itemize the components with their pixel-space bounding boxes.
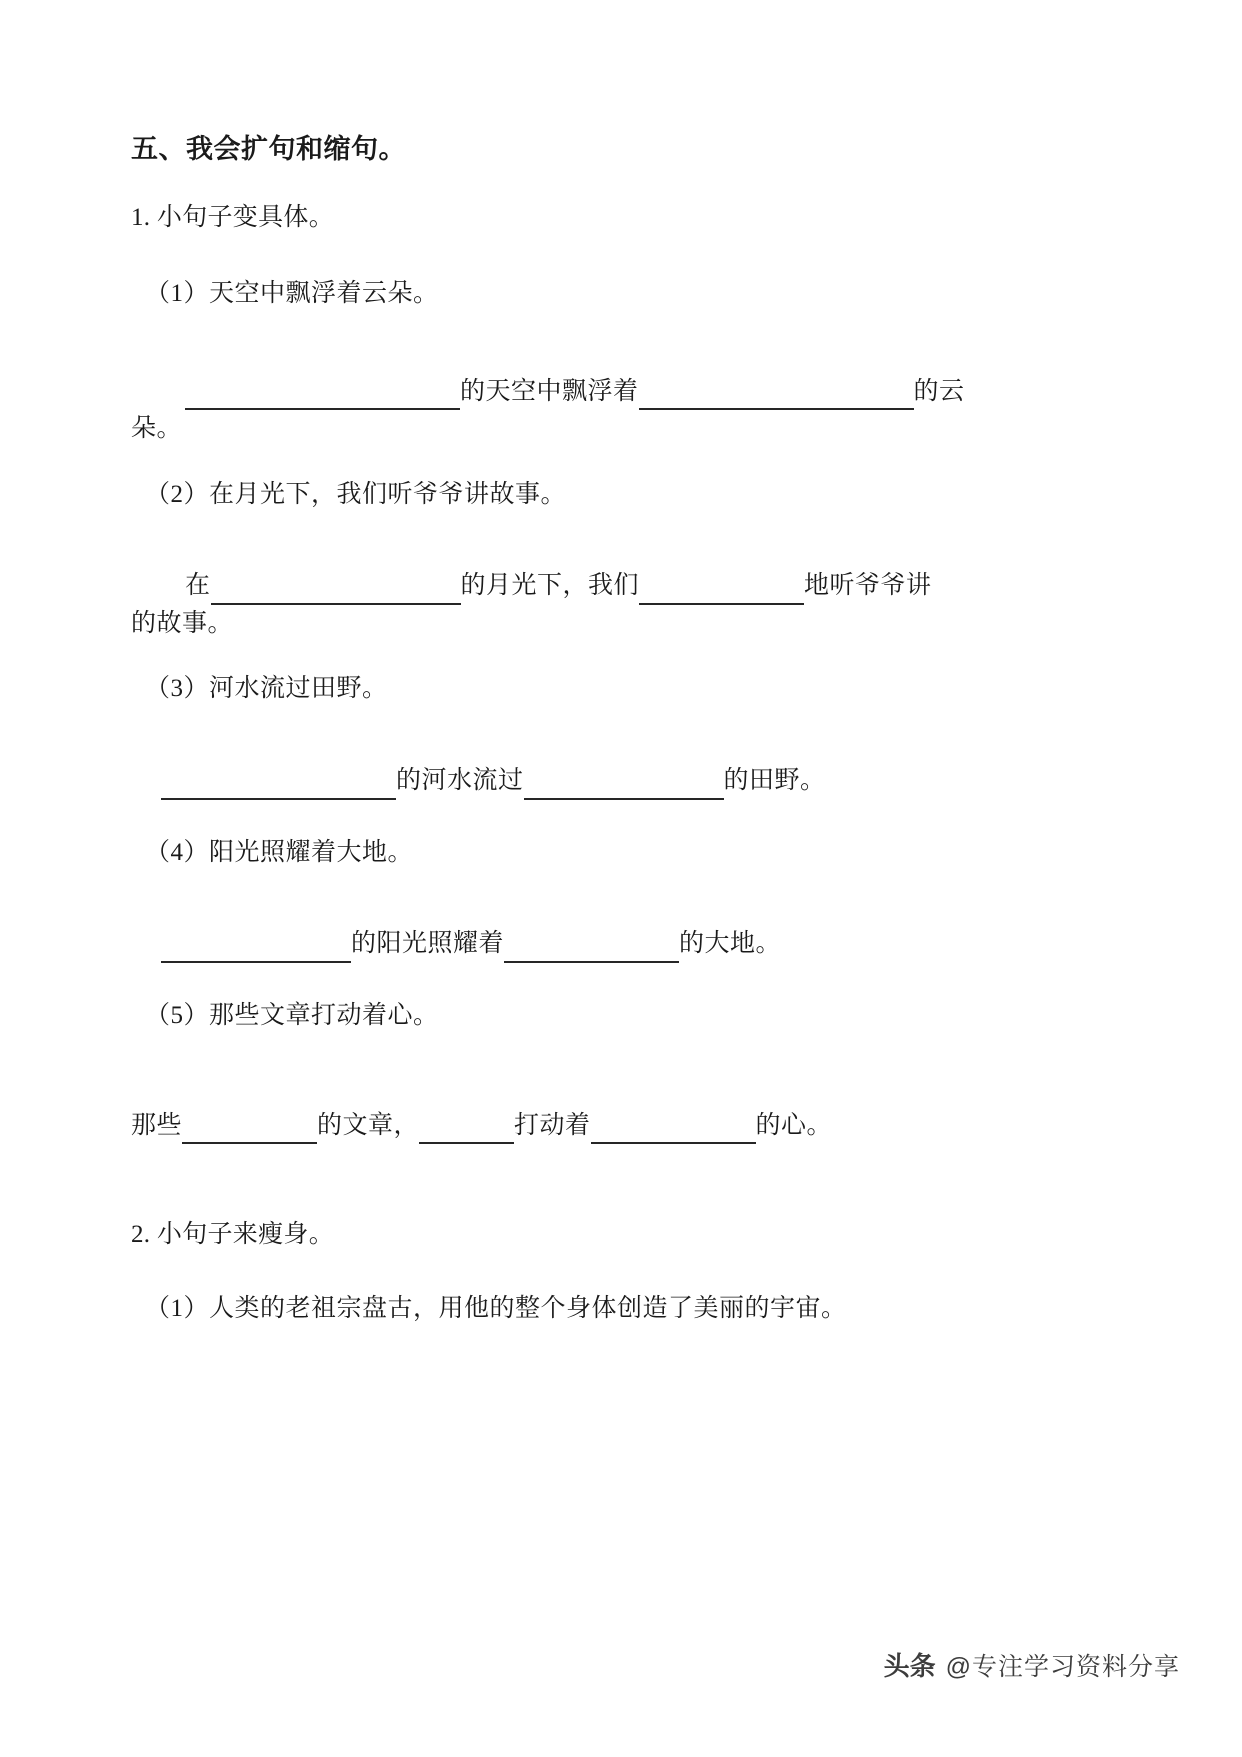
answer-mid-text: 的文章， [317,1111,420,1139]
blank-field[interactable] [591,1116,756,1144]
answer-line-wrap-1-1: 朵。 [131,415,183,443]
watermark [884,1646,1180,1683]
question-text: 河水流过田野。 [209,675,388,703]
question-text: 天空中飘浮着云朵。 [209,279,439,307]
blank-field[interactable] [161,935,351,963]
blank-field[interactable] [639,382,914,410]
blank-field[interactable] [211,577,461,605]
question-prompt-1-5 [131,999,1003,1033]
answer-after-text: 打动着 [514,1111,591,1139]
question-number: （2） [145,480,210,508]
answer-before-text: 那些 [131,1111,183,1139]
blank-field[interactable] [161,771,396,799]
question-number: （1） [145,1294,210,1322]
question-number: （3） [145,675,210,703]
question-text: 那些文章打动着心。 [209,1001,439,1029]
question-number: （1） [145,279,210,307]
blank-field[interactable] [639,577,804,605]
part1-label: 1. 小句子变具体。 [131,204,335,232]
answer-line-1-1 [131,373,1003,411]
worksheet-content [131,132,1003,1326]
part2-label: 2. 小句子来瘦身。 [131,1221,335,1249]
question-prompt-1-4 [131,836,1003,870]
question-text: 人类的老祖宗盘古，用他的整个身体创造了美丽的宇宙。 [209,1294,847,1322]
question-prompt-1-2 [131,478,1003,512]
blank-field[interactable] [419,1116,514,1144]
question-text: 在月光下，我们听爷爷讲故事。 [209,480,567,508]
watermark-handle: @专注学习资料分享 [945,1652,1180,1681]
section-heading: 五、我会扩句和缩句。 [131,134,406,164]
blank-field[interactable] [182,1116,317,1144]
answer-wrap-text: 的心。 [755,1111,833,1139]
blank-field[interactable] [524,771,724,799]
answer-after-text: 的云 [913,377,965,405]
answer-mid-text: 的天空中飘浮着 [460,377,639,405]
answer-mid-text: 的阳光照耀着 [351,930,505,958]
answer-mid-text: 的河水流过 [396,767,524,795]
answer-line-1-5 [131,1107,1003,1145]
question-prompt-2-1 [131,1292,1003,1326]
toutiao-logo: 头条 [883,1651,936,1681]
question-number: （4） [145,838,210,866]
question-prompt-1-3 [131,672,1003,706]
answer-line-1-2 [131,567,1003,605]
answer-mid-text: 的月光下，我们 [460,572,640,600]
answer-after-text: 地听爷爷讲 [804,572,932,600]
question-prompt-1-1 [131,277,1003,311]
answer-before-text: 在 [185,572,211,600]
question-text: 阳光照耀着大地。 [209,838,414,866]
answer-line-1-3 [131,762,1003,800]
answer-line-1-4 [131,925,1003,963]
answer-after-text: 的田野。 [723,767,826,795]
answer-line-wrap-1-2: 的故事。 [131,609,234,637]
blank-field[interactable] [504,935,679,963]
blank-field[interactable] [185,382,460,410]
answer-after-text: 的大地。 [679,930,782,958]
question-number: （5） [145,1001,210,1029]
